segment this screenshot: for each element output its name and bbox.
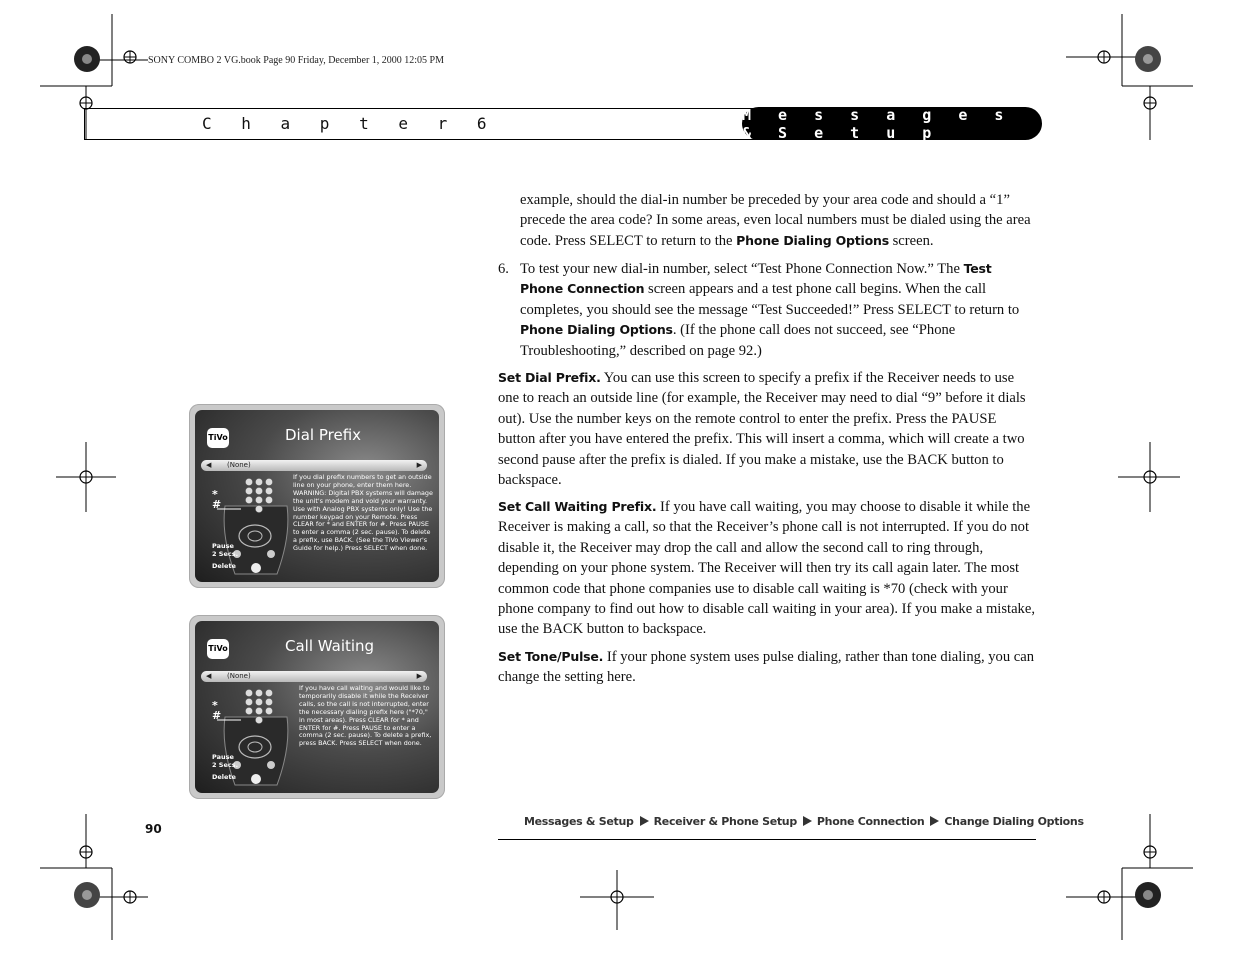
right-arrow-icon: ▶ <box>416 461 422 469</box>
help-text: If you have call waiting and would like to temporarily disable it while the Receiver calls, so the call is not interrupted, enter the necessary dialing prefix here ("*70," in most areas). Press CLEAR for * and ENTER for #. Press PAUSE to enter a comma (2 sec. pause). To delete a prefix, press BACK. Press SELECT when done. <box>299 684 432 748</box>
dial-prefix-paragraph <box>498 368 1036 490</box>
side-labels <box>212 753 238 781</box>
breadcrumb-arrow-icon <box>640 816 649 826</box>
step6-b: screen appears and a test phone call begins. When the call completes, you should see the message “Test Succeeded!” Press SELECT to return to <box>520 281 1020 318</box>
ui-test-phone-connection: Test Phone Connection <box>520 261 992 297</box>
step6-a: To test your new dial-in number, select “Test Phone Connection Now.” The <box>520 261 964 277</box>
right-arrow-icon: ▶ <box>416 672 422 680</box>
star-hash-keys: * # <box>212 699 222 722</box>
call-waiting-screenshot <box>189 615 445 799</box>
call-waiting-text: If you have call waiting, you may choose to disable it while the Receiver is making a call, so that the Receiver’s phone call is not interrupted. If you do not disable it, the Receiver may drop the call and allow the second call to ring through, depending on your phone system. The Receiver will then try its call again later. The most common code that phone companies use to disable call waiting is *70 (check with your phone company to find out how to disable call waiting in your area). If you make a mistake, use the BACK button to backspace. <box>498 499 1035 638</box>
tivo-logo: TiVo <box>207 639 229 659</box>
call-waiting-paragraph <box>498 497 1036 640</box>
page-number: 90 <box>145 822 162 836</box>
prefix-value: (None) <box>227 672 251 680</box>
header-rule <box>84 108 764 109</box>
prefix-value-bar <box>201 671 427 682</box>
breadcrumb-item: Receiver & Phone Setup <box>653 815 797 828</box>
breadcrumb-item: Change Dialing Options <box>944 815 1084 828</box>
screen-title: Call Waiting <box>285 637 375 655</box>
breadcrumb <box>524 815 1084 828</box>
chapter-label: C h a p t e r 6 <box>202 114 497 133</box>
breadcrumb-item: Messages & Setup <box>524 815 634 828</box>
pause-label: Pause <box>212 542 234 550</box>
tivo-logo: TiVo <box>207 428 229 448</box>
left-arrow-icon: ◀ <box>206 461 212 469</box>
star-hash-keys: * # <box>212 488 222 511</box>
step-6 <box>498 259 1036 361</box>
p1-text: example, should the dial-in number be preceded by your area code and should a “1” precede the area code? In some areas, even local numbers must be dialed using the area code. Press SELECT to return to the <box>520 192 1031 249</box>
ui-phone-dialing-options: Phone Dialing Options <box>736 232 889 248</box>
book-info: SONY COMBO 2 VG.book Page 90 Friday, December 1, 2000 12:05 PM <box>148 55 445 66</box>
secs-label: 2 Secs. <box>212 761 239 769</box>
help-text: If you dial prefix numbers to get an outside line on your phone, enter them here. WARNING: Digital PBX systems will damage the unit's modem and void your warranty. Use with Analog PBX systems only! Use the number keypad on your Remote. Press CLEAR for * and ENTER for #. Press PAUSE to enter a comma (2 sec. pause). To delete a prefix, use BACK. (See the TiVo Viewer's Guide for help.) Press SELECT when done. <box>293 473 433 553</box>
prefix-value: (None) <box>227 461 251 469</box>
section-pill: M e s s a g e s & S e t u p <box>742 107 1042 140</box>
step-number: 6. <box>498 261 509 277</box>
p1-after: screen. <box>888 232 934 249</box>
dial-prefix-lead: Set Dial Prefix. <box>498 370 601 385</box>
breadcrumb-arrow-icon <box>803 816 812 826</box>
pause-label: Pause <box>212 753 234 761</box>
header-rule-bottom <box>84 139 764 140</box>
call-waiting-lead: Set Call Waiting Prefix. <box>498 499 657 514</box>
breadcrumb-item: Phone Connection <box>816 815 925 828</box>
dial-prefix-text: You can use this screen to specify a prefix if the Receiver needs to use one to reach an outside line (for example, the Receiver may need to dial “9” before it dials out). Use the number keys on the remote control to enter the prefix. Press the PAUSE button after you have entered the prefix. This will insert a comma, which will create a two second pause after the prefix is dialed. If you make a mistake, use the BACK button to backspace. <box>498 370 1026 489</box>
tone-pulse-lead: Set Tone/Pulse. <box>498 649 604 664</box>
delete-label: Delete <box>212 773 236 781</box>
secs-label: 2 Secs. <box>212 550 239 558</box>
ui-phone-dialing-options-2: Phone Dialing Options <box>520 322 673 338</box>
breadcrumb-arrow-icon <box>930 816 939 826</box>
delete-label: Delete <box>212 562 236 570</box>
header-rule-left <box>84 108 85 140</box>
dial-prefix-screenshot <box>189 404 445 588</box>
step6-c: . (If the phone call does not succeed, see “Phone Troubleshooting,” described on page 92.) <box>520 322 956 359</box>
prefix-value-bar <box>201 460 427 471</box>
screen-title: Dial Prefix <box>285 426 362 444</box>
continued-paragraph <box>520 190 1036 251</box>
footer-rule <box>498 839 1036 840</box>
left-arrow-icon: ◀ <box>206 672 212 680</box>
tone-pulse-paragraph <box>498 647 1036 688</box>
side-labels <box>212 542 238 570</box>
tone-pulse-text: If your phone system uses pulse dialing, rather than tone dialing, you can change the setting here. <box>498 649 1035 686</box>
